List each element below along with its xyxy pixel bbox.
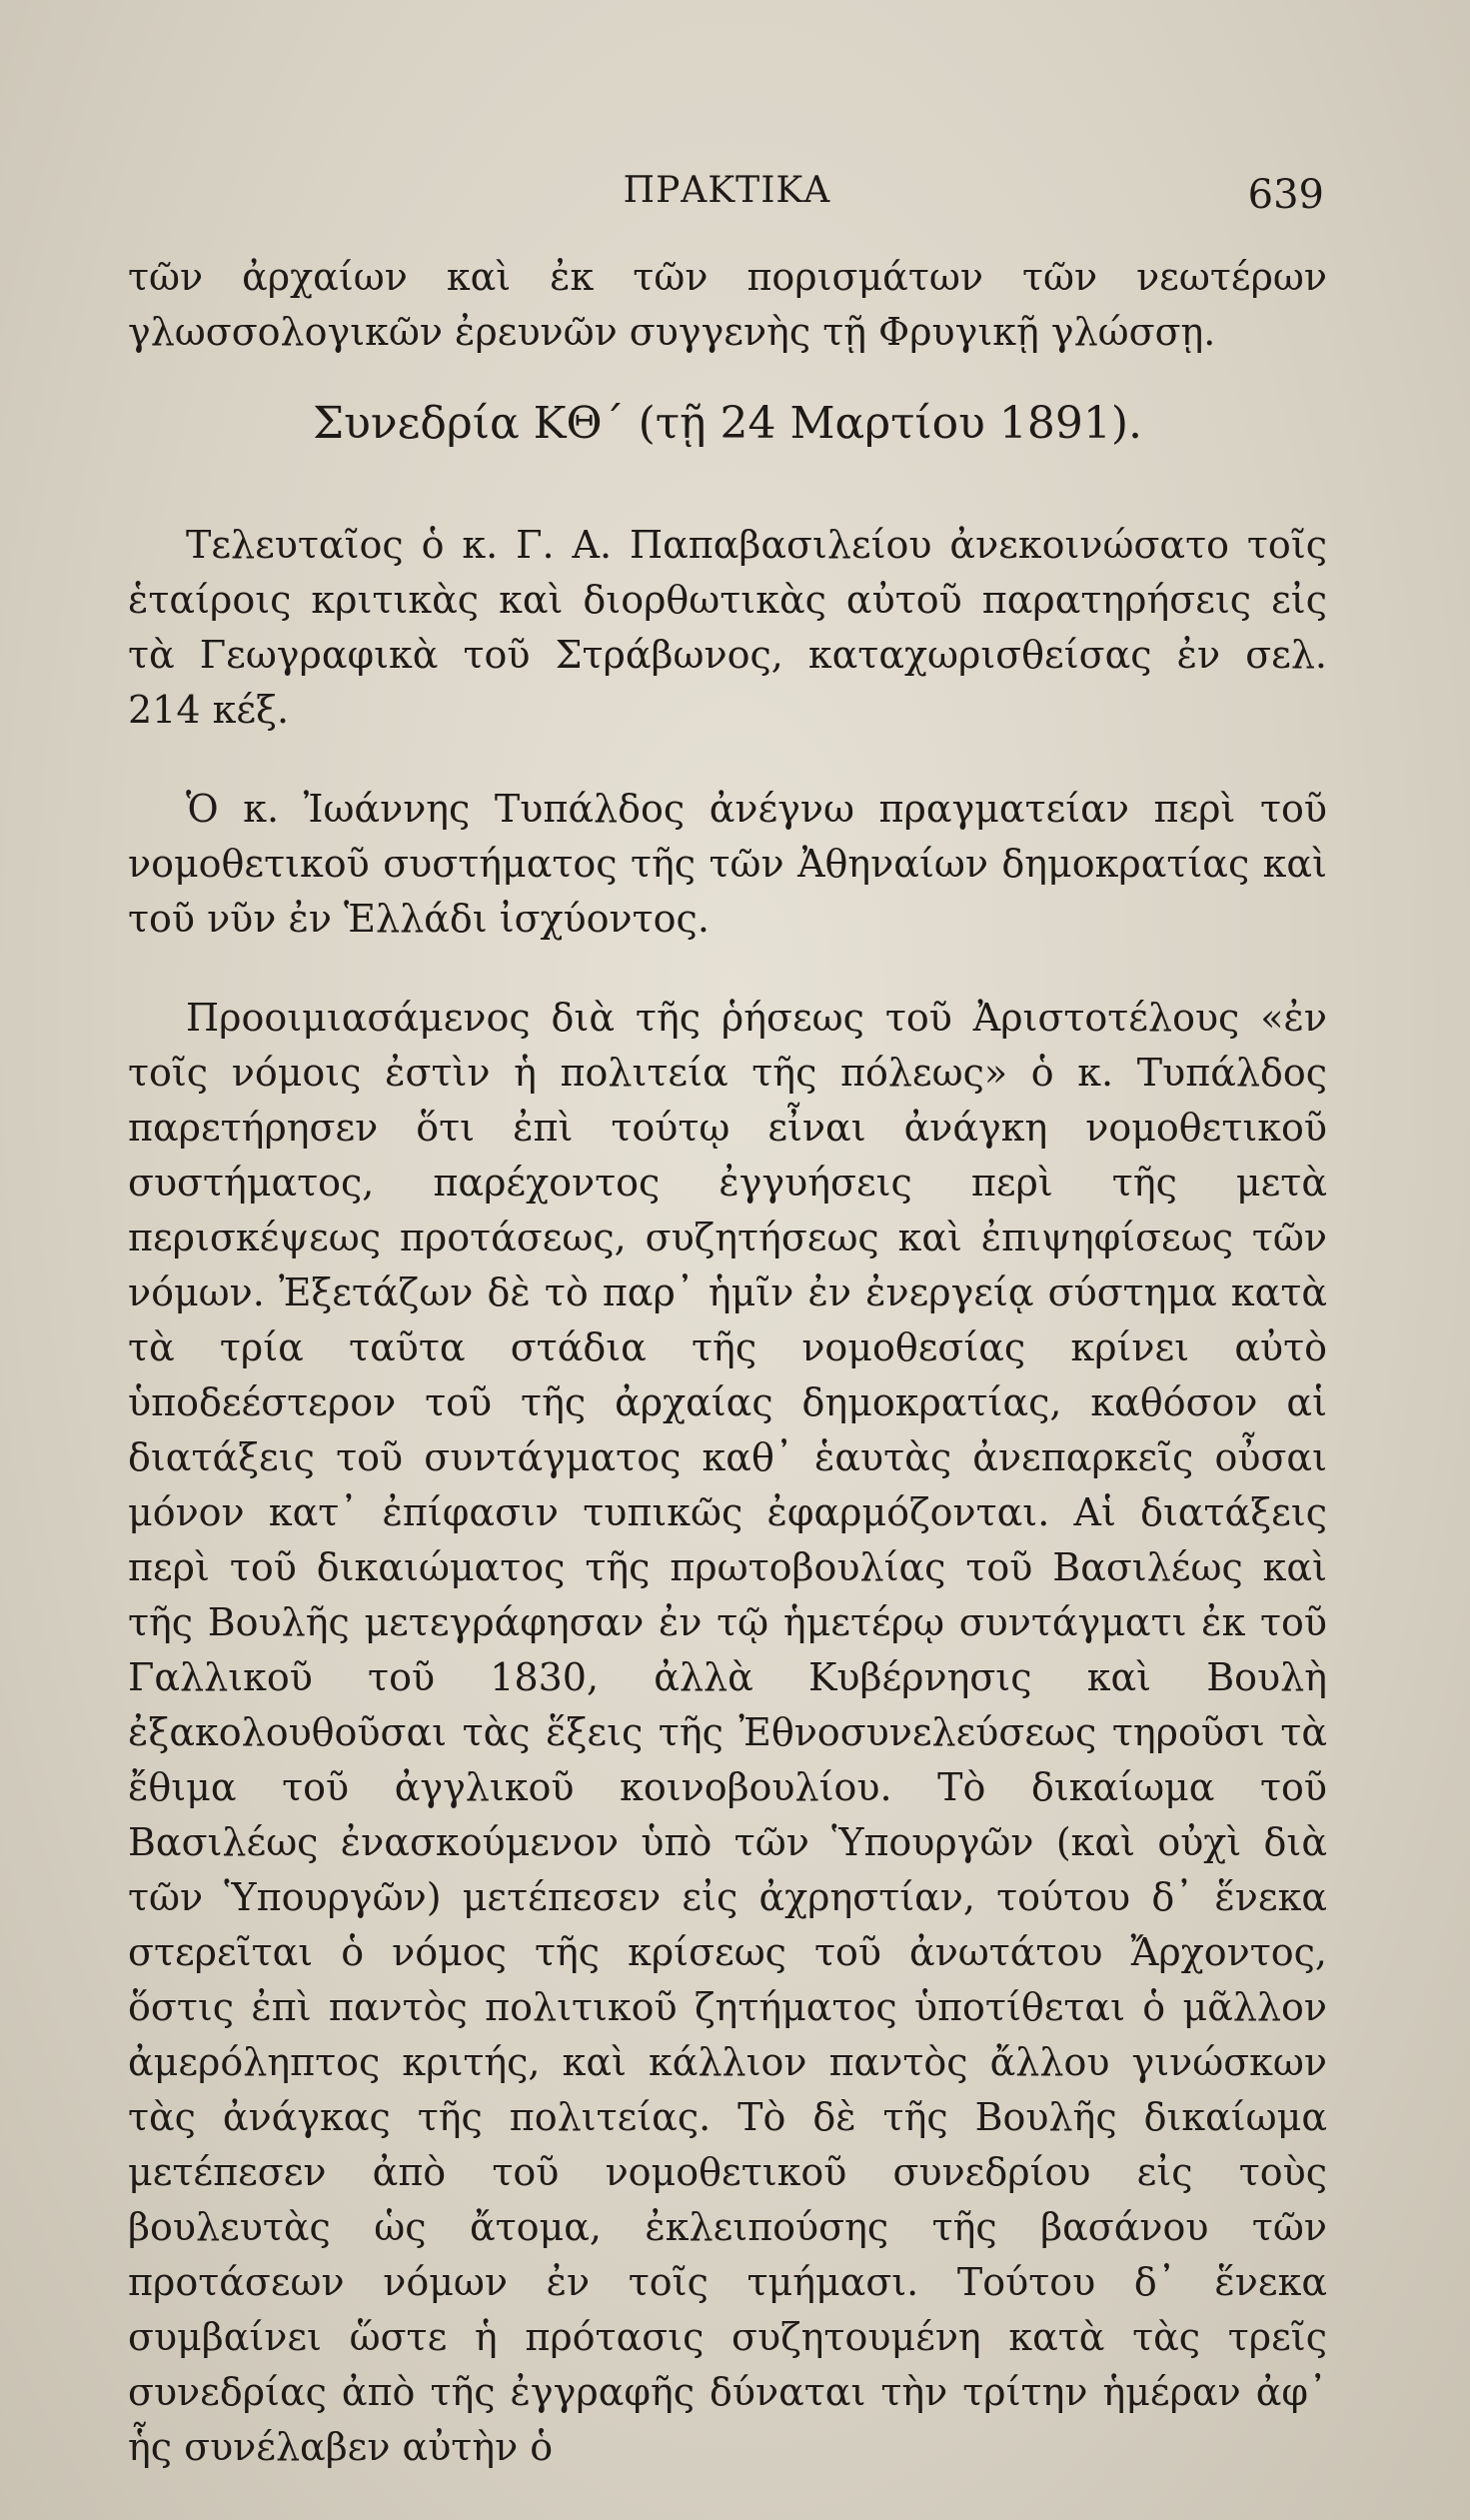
body-text [128,250,1327,2519]
paragraph-continuation: τῶν ἀρχαίων καὶ ἐκ τῶν πορισμάτων τῶν νεωτέρων γλωσσολογικῶν ἐρευνῶν συγγενὴς τῇ Φρυγικῇ γλώσσῃ. [128,255,1327,354]
paragraph-papavasileiou: Τελευταῖος ὁ κ. Γ. Α. Παπαβασιλείου ἀνεκοινώσατο τοῖς ἑταίροις κριτικὰς καὶ διορθωτικὰς αὐτοῦ παρατηρήσεις εἰς τὰ Γεωγραφικὰ τοῦ Στράβωνος, καταχωρισθείσας ἐν σελ. 214 κέξ. [128,523,1327,732]
session-heading: Συνεδρία ΚΘ΄ (τῇ 24 Μαρτίου 1891). [312,398,1143,449]
running-title: ΠΡΑΚΤΙΚΑ [623,170,831,211]
paragraph-typaldos-body: Προοιμιασάμενος διὰ τῆς ῥήσεως τοῦ Ἀριστοτέλους «ἐν τοῖς νόμοις ἐστὶν ἡ πολιτεία τῆς πόλεως» ὁ κ. Τυπάλδος παρετήρησεν ὅτι ἐπὶ τούτῳ εἶναι ἀνάγκη νομοθετικοῦ συστήματος, παρέχοντος ἐγγυήσεις περὶ τῆς μετὰ περισκέψεως προτάσεως, συζητήσεως καὶ ἐπιψηφίσεως τῶν νόμων. Ἐξετάζων δὲ τὸ παρ᾽ ἡμῖν ἐν ἐνεργείᾳ σύστημα κατὰ τὰ τρία ταῦτα στάδια τῆς νομοθεσίας κρίνει αὐτὸ ὑποδεέστερον τοῦ τῆς ἀρχαίας δημοκρατίας, καθόσον αἱ διατάξεις τοῦ συντάγματος καθ᾽ ἑαυτὰς ἀνεπαρκεῖς οὖσαι μόνον κατ᾽ ἐπίφασιν τυπικῶς ἐφαρμόζονται. Αἱ διατάξεις περὶ τοῦ δικαιώματος τῆς πρωτοβουλίας τοῦ Βασιλέως καὶ τῆς Βουλῆς μετεγράφησαν ἐν τῷ ἡμετέρῳ συντάγματι ἐκ τοῦ Γαλλικοῦ τοῦ 1830, ἀλλὰ Κυβέρνησις καὶ Βουλὴ ἐξακολουθοῦσαι τὰς ἕξεις τῆς Ἐθνοσυνελεύσεως τηροῦσι τὰ ἔθιμα τοῦ ἀγγλικοῦ κοινοβουλίου. Τὸ δικαίωμα τοῦ Βασιλέως ἐνασκούμενον ὑπὸ τῶν Ὑπουργῶν (καὶ οὐχὶ διὰ τῶν Ὑπουργῶν) μετέπεσεν εἰς ἀχρηστίαν, τούτου δ᾽ ἕνεκα στερεῖται ὁ νόμος τῆς κρίσεως τοῦ ἀνωτάτου Ἄρχοντος, ὅστις ἐπὶ παντὸς πολιτικοῦ ζητήματος ὑποτίθεται ὁ μᾶλλον ἀμερόληπτος κριτής, καὶ κάλλιον παντὸς ἄλλου γινώσκων τὰς ἀνάγκας τῆς πολιτείας. Τὸ δὲ τῆς Βουλῆς δικαίωμα μετέπεσεν ἀπὸ τοῦ νομοθετικοῦ συνεδρίου εἰς τοὺς βουλευτὰς ὡς ἄτομα, ἐκλειπούσης τῆς βασάνου τῶν προτάσεων νόμων ἐν τοῖς τμήμασι. Τούτου δ᾽ ἕνεκα συμβαίνει ὥστε ἡ πρότασις συζητουμένη κατὰ τὰς τρεῖς συνεδρίας ἀπὸ τῆς ἐγγραφῆς δύναται τὴν τρίτην ἡμέραν ἀφ᾽ ἧς συνέλαβεν αὐτὴν ὁ [128,996,1327,2469]
paragraph-typaldos-intro: Ὁ κ. Ἰωάννης Τυπάλδος ἀνέγνω πραγματείαν περὶ τοῦ νομοθετικοῦ συστήματος τῆς τῶν Ἀθηναίων δημοκρατίας καὶ τοῦ νῦν ἐν Ἑλλάδι ἰσχύοντος. [128,787,1327,941]
page-number: 639 [1247,172,1324,218]
page-header [130,170,1324,240]
